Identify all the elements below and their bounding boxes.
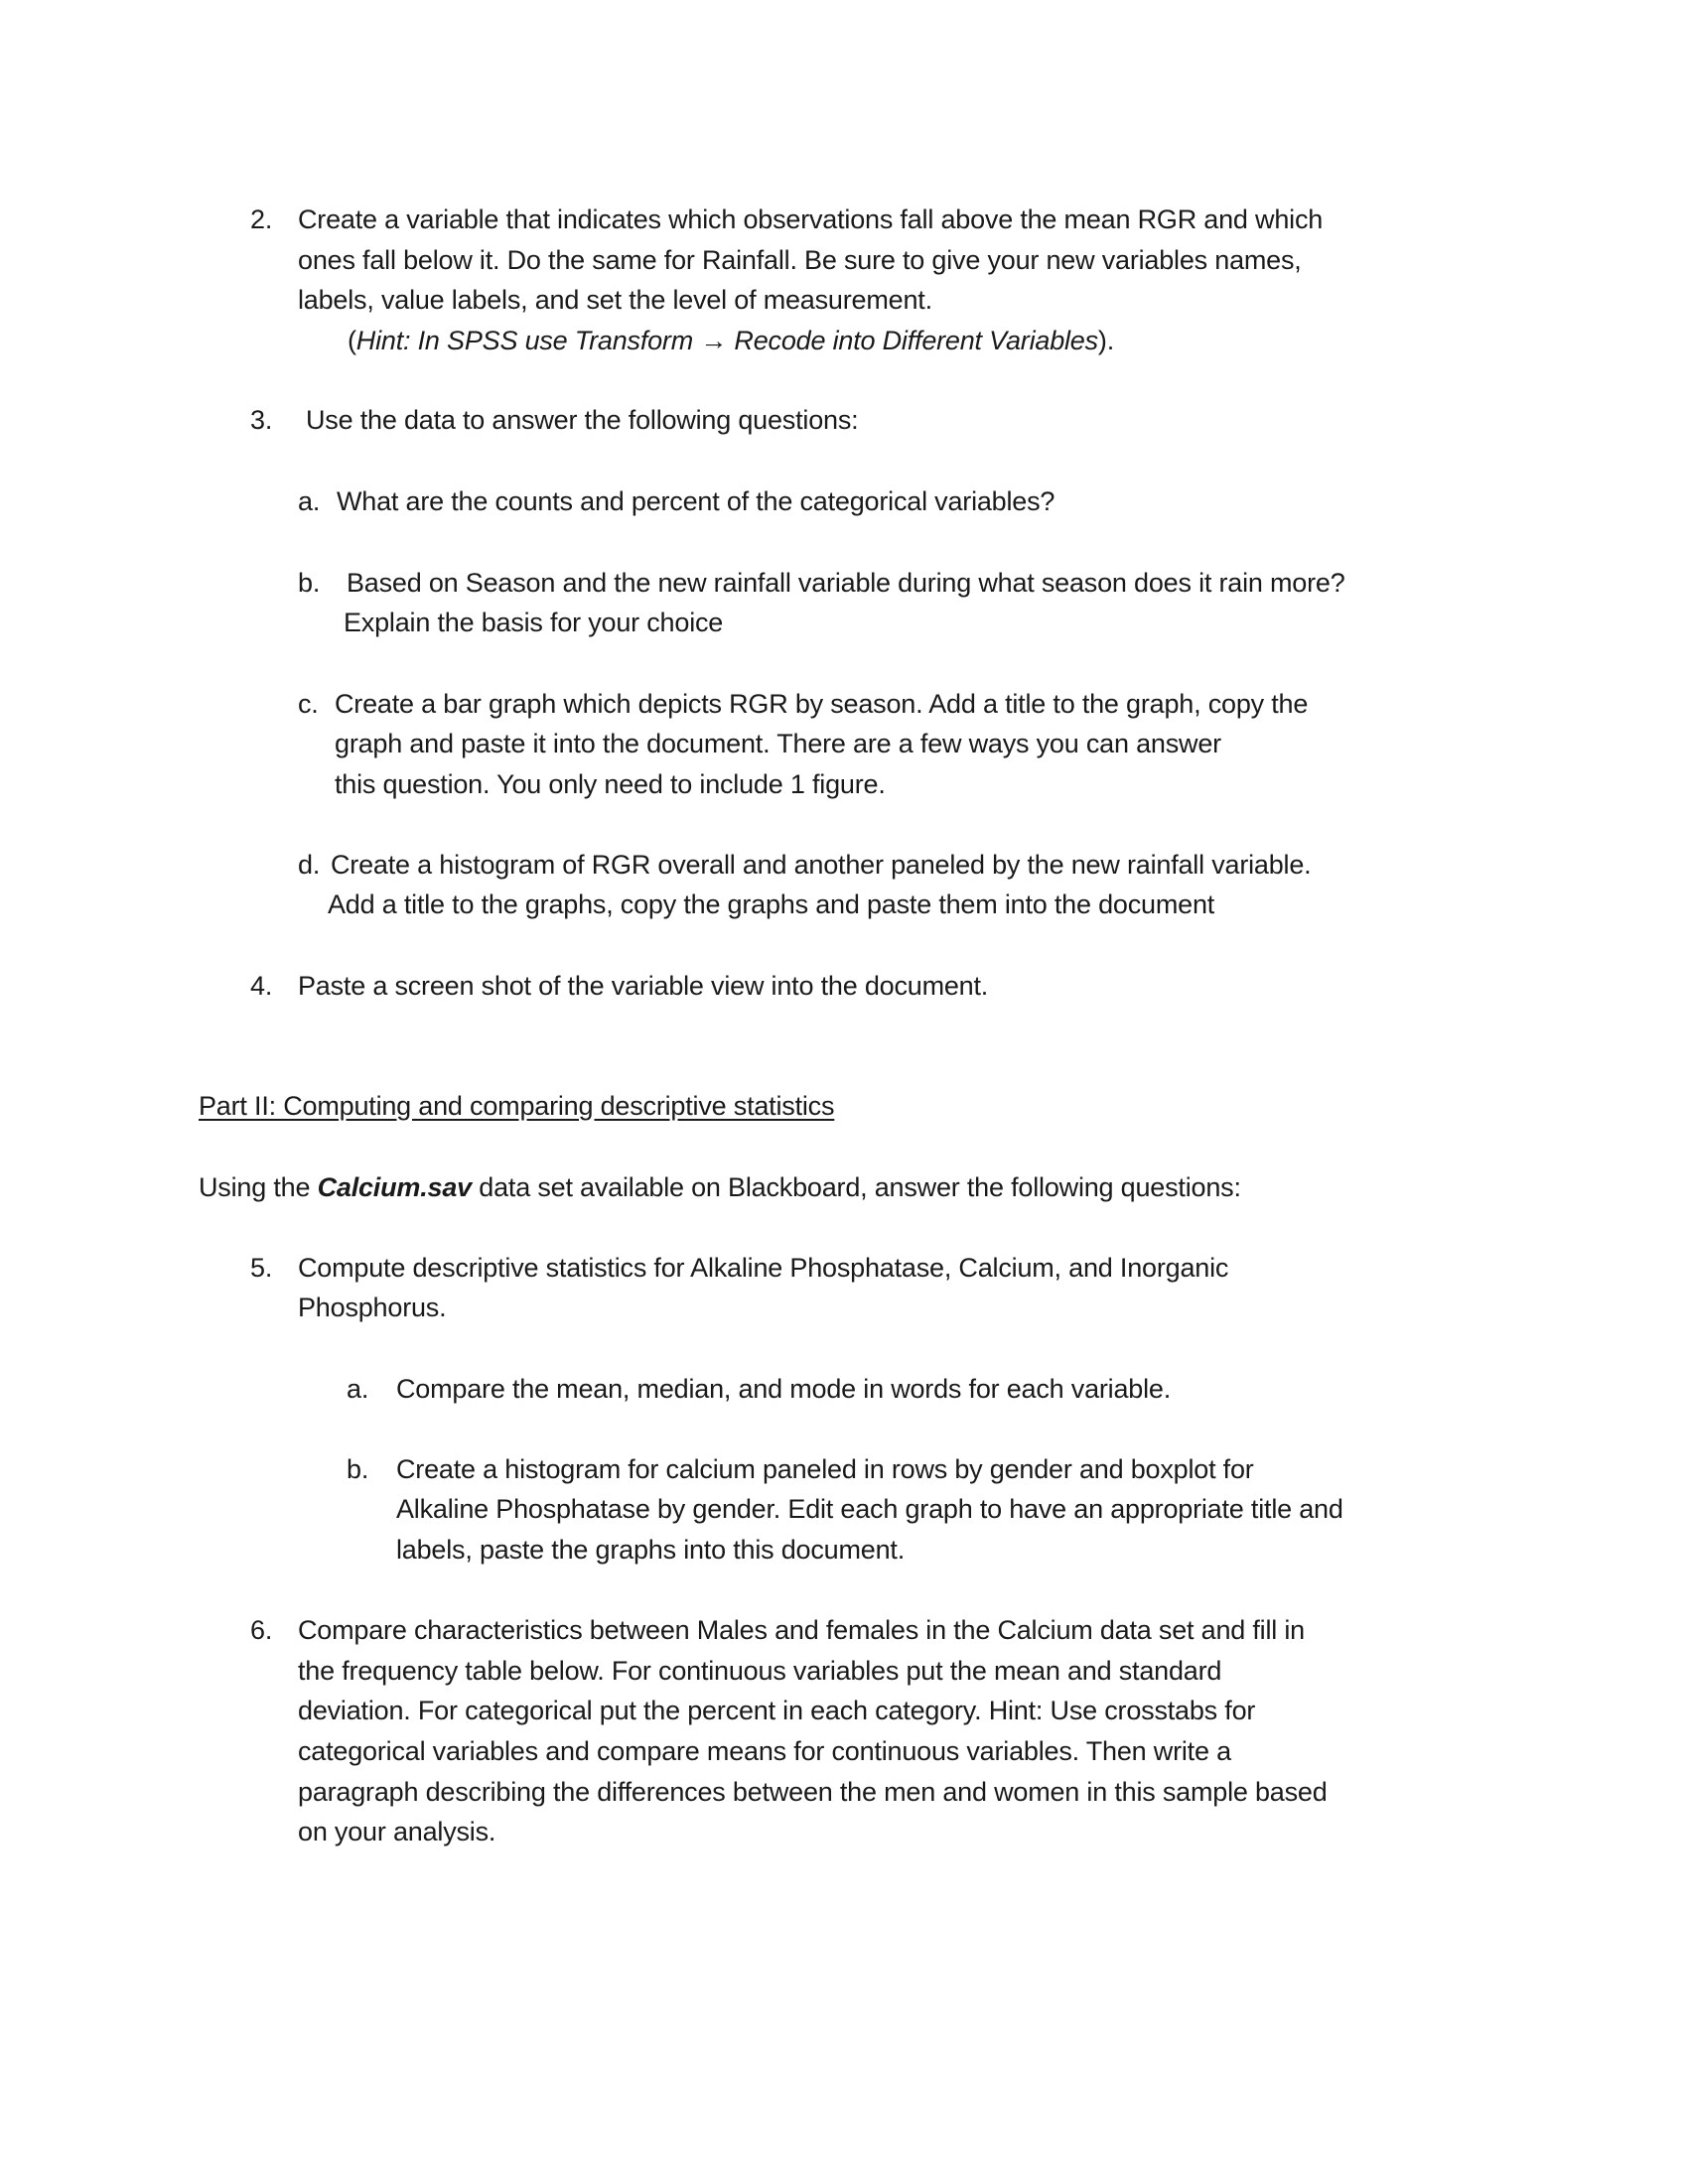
section-heading: Part II: Computing and comparing descriptive statistics	[199, 1091, 835, 1121]
question-number: 3.	[250, 405, 273, 435]
subitem-text: Create a histogram of RGR overall and another paneled by the new rainfall variable.	[331, 850, 1312, 880]
subitem-text: Create a bar graph which depicts RGR by season. Add a title to the graph, copy the	[335, 689, 1309, 719]
question-text: Compute descriptive statistics for Alkaline Phosphatase, Calcium, and Inorganic	[298, 1253, 1229, 1283]
subitem-label: b.	[298, 568, 321, 598]
subitem-text: Explain the basis for your choice	[344, 608, 724, 637]
question-text: Compare characteristics between Males and females in the Calcium data set and fill in	[298, 1615, 1305, 1645]
subitem-text: labels, paste the graphs into this document.	[396, 1535, 906, 1565]
question-text: Use the data to answer the following questions:	[306, 405, 859, 435]
subitem-text: Compare the mean, median, and mode in words for each variable.	[396, 1374, 1172, 1404]
question-number: 6.	[250, 1615, 273, 1645]
subitem-text: Based on Season and the new rainfall variable during what season does it rain more?	[347, 568, 1345, 598]
subitem-label: b.	[347, 1454, 369, 1484]
subitem-text: Alkaline Phosphatase by gender. Edit each graph to have an appropriate title and	[396, 1494, 1343, 1524]
question-number: 2.	[250, 205, 273, 234]
question-text: on your analysis.	[298, 1817, 496, 1846]
question-text: the frequency table below. For continuous variables put the mean and standard	[298, 1656, 1222, 1686]
paren: ).	[1097, 326, 1115, 355]
question-text: deviation. For categorical put the percent in each category. Hint: Use crosstabs for	[298, 1696, 1256, 1725]
intro-text: data set available on Blackboard, answer the following questions:	[471, 1172, 1241, 1202]
hint-line	[348, 324, 1114, 357]
subitem-text: Create a histogram for calcium paneled in rows by gender and boxplot for	[396, 1454, 1254, 1484]
subitem-label: a.	[298, 486, 321, 516]
question-text: Phosphorus.	[298, 1293, 447, 1322]
subitem-text: What are the counts and percent of the categorical variables?	[337, 486, 1055, 516]
intro-text: Using the	[199, 1172, 318, 1202]
subitem-label: a.	[347, 1374, 369, 1404]
question-number: 4.	[250, 971, 273, 1001]
paren: (	[348, 326, 356, 355]
section-intro	[199, 1170, 1241, 1204]
subitem-text: graph and paste it into the document. There are a few ways you can answer	[335, 729, 1221, 758]
question-number: 5.	[250, 1253, 273, 1283]
question-text: labels, value labels, and set the level of measurement.	[298, 285, 932, 315]
question-text: ones fall below it. Do the same for Rainfall. Be sure to give your new variables names,	[298, 245, 1302, 275]
subitem-text: this question. You only need to include 1 figure.	[335, 769, 886, 799]
dataset-filename: Calcium.sav	[317, 1172, 472, 1202]
question-text: paragraph describing the differences between the men and women in this sample based	[298, 1777, 1328, 1807]
subitem-label: c.	[298, 689, 319, 719]
hint-text: Hint: In SPSS use Transform → Recode into Different Variables	[355, 326, 1098, 355]
subitem-label: d.	[298, 850, 321, 880]
question-text: Create a variable that indicates which observations fall above the mean RGR and which	[298, 205, 1324, 234]
question-text: Paste a screen shot of the variable view into the document.	[298, 971, 989, 1001]
question-text: categorical variables and compare means for continuous variables. Then write a	[298, 1736, 1231, 1766]
subitem-text: Add a title to the graphs, copy the graphs and paste them into the document	[328, 889, 1215, 919]
